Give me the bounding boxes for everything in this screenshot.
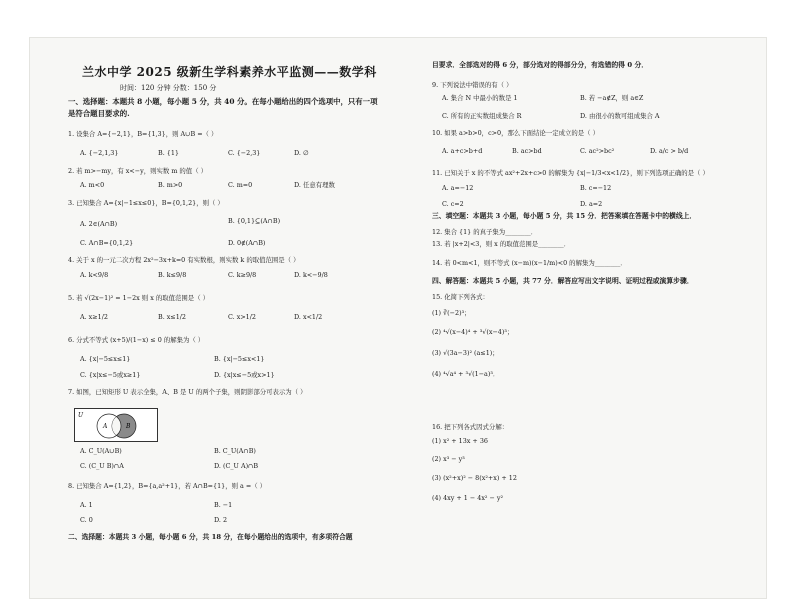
- q6-option-c: C. {x|x≤−5或x≥1}: [80, 371, 141, 379]
- section-3-title: 三、填空题：本题共 3 小题，每小题 5 分，共 15 分．把答案填在答题卡中的横线上．: [432, 212, 697, 220]
- q1-option-c: C. {−2,3}: [228, 149, 261, 157]
- question-13: 13. 若 |x+2|<3，则 x 的取值范围是________．: [432, 240, 571, 248]
- q3-option-c: C. A∩B={0,1,2}: [80, 239, 134, 247]
- question-1: 1. 设集合 A={−2,1}，B={1,3}，则 A∪B =（ ）: [68, 130, 218, 138]
- q1-option-d: D. ∅: [294, 149, 309, 157]
- question-6: 6. 分式不等式 (x+5)/(1−x) ≤ 0 的解集为（ ）: [68, 336, 205, 344]
- q2-option-c: C. m=0: [228, 181, 253, 189]
- section-2-title-cont: 目要求．全部选对的得 6 分，部分选对的得部分分，有选错的得 0 分．: [432, 61, 649, 69]
- q3-option-d: D. 0∉(A∩B): [228, 239, 266, 247]
- q5-option-a: A. x≥1/2: [80, 313, 108, 321]
- question-11: 11. 已知关于 x 的不等式 ax²+2x+c>0 的解集为 {x|−1/3<x<1/2}，则下列选项正确的是（ ）: [432, 169, 709, 177]
- q7-option-a: A. C_U(A∪B): [80, 447, 122, 455]
- question-7: 7. 如图，已知矩形 U 表示全集，A、B 是 U 的两个子集，则阴影部分可表示为（ ）: [68, 388, 307, 396]
- q2-option-d: D. 任意有理数: [294, 181, 335, 189]
- q15-item-3: (3) √(3a−3)² (a≤1)；: [432, 349, 499, 357]
- question-10: 10. 如果 a>b>0，c>0，那么下面结论一定成立的是（ ）: [432, 129, 599, 137]
- q11-option-d: D. a=2: [580, 200, 603, 208]
- exam-sheet: [30, 38, 766, 598]
- question-3: 3. 已知集合 A={x|−1≤x≤0}，B={0,1,2}，则（ ）: [68, 199, 224, 207]
- q8-option-d: D. 2: [214, 516, 228, 524]
- q8-option-a: A. 1: [80, 501, 93, 509]
- q6-option-a: A. {x|−5≤x≤1}: [80, 355, 131, 363]
- q1-option-a: A. {−2,1,3}: [80, 149, 119, 157]
- q8-option-b: B. −1: [214, 501, 233, 509]
- venn-diagram: [74, 408, 158, 442]
- q3-option-b: B. {0,1}⊆(A∩B): [228, 217, 281, 225]
- q10-option-b: B. ac>bd: [512, 147, 542, 155]
- q2-option-a: A. m<0: [80, 181, 105, 189]
- q2-option-b: B. m>0: [158, 181, 183, 189]
- q15-item-4: (4) ⁴√a⁴ + ³√(1−a)³．: [432, 370, 500, 378]
- q6-option-d: D. {x|x≤−5或x>1}: [214, 371, 275, 379]
- q4-option-d: D. k<−9/8: [294, 271, 328, 279]
- q10-option-c: C. ac²>bc²: [580, 147, 615, 155]
- q9-option-a: A. 集合 N 中最小的数是 1: [442, 94, 518, 102]
- section-4-title: 四、解答题：本题共 5 小题，共 77 分．解答应写出文字说明、证明过程或演算步骤．: [432, 277, 694, 285]
- section-1-title: 一、选择题：本题共 8 小题，每小题 5 分，共 40 分。在每小题给出的四个选项中，只有一项: [68, 97, 378, 106]
- question-2: 2. 若 m>−my，有 x<−y，则实数 m 的值（ ）: [68, 167, 208, 175]
- venn-label-a: A: [103, 423, 108, 430]
- question-9: 9. 下列说法中错误的有（ ）: [432, 81, 513, 89]
- q7-option-c: C. (C_U B)∩A: [80, 462, 124, 470]
- q5-option-d: D. x<1/2: [294, 313, 323, 321]
- q8-option-c: C. 0: [80, 516, 93, 524]
- question-16: 16. 把下列各式因式分解：: [432, 423, 509, 431]
- q4-option-b: B. k≤9/8: [158, 271, 187, 279]
- q15-item-1: (1) ∛(−2)³；: [432, 309, 471, 317]
- q9-option-c: C. 所有的正实数组成集合 R: [442, 112, 522, 120]
- section-1-title-cont: 是符合题目要求的.: [68, 109, 130, 118]
- venn-label-b: B: [126, 423, 131, 430]
- question-5: 5. 若 √(2x−1)² = 1−2x 则 x 的取值范围是（ ）: [68, 294, 210, 302]
- question-12: 12. 集合 {1} 的真子集为________．: [432, 228, 538, 236]
- question-4: 4. 关于 x 的一元二次方程 2x²−3x+k=0 有实数根，则实数 k 的取值范围是（ ）: [68, 256, 300, 264]
- q5-option-c: C. x>1/2: [228, 313, 256, 321]
- q16-item-2: (2) x³ − y³: [432, 455, 465, 463]
- q3-option-a: A. 2∈(A∩B): [80, 220, 118, 228]
- q10-option-d: D. a/c > b/d: [650, 147, 689, 155]
- q5-option-b: B. x≤1/2: [158, 313, 187, 321]
- q15-item-2: (2) ⁴√(x−4)⁴ + ³√(x−4)³；: [432, 328, 514, 336]
- exam-meta: 时间：120 分钟 分数：150 分: [120, 84, 217, 92]
- section-2-title: 二、选择题：本题共 3 小题，每小题 6 分，共 18 分，在每小题给出的选项中，有多项符合题: [68, 533, 353, 541]
- page-title: 兰水中学 2025 级新生学科素养水平监测——数学科: [82, 65, 377, 79]
- q9-option-d: D. 由很小的数可组成集合 A: [580, 112, 660, 120]
- q6-option-b: B. {x|−5≤x<1}: [214, 355, 265, 363]
- q4-option-a: A. k<9/8: [80, 271, 109, 279]
- question-15: 15. 化简下列各式：: [432, 293, 489, 301]
- q4-option-c: C. k≥9/8: [228, 271, 257, 279]
- q10-option-a: A. a+c>b+d: [442, 147, 483, 155]
- q1-option-b: B. {1}: [158, 149, 179, 157]
- q16-item-3: (3) (x²+x)² − 8(x²+x) + 12: [432, 474, 517, 482]
- q11-option-b: B. c=−12: [580, 184, 612, 192]
- q9-option-b: B. 若 −a∉Z，则 a∈Z: [580, 94, 644, 102]
- q11-option-a: A. a=−12: [442, 184, 474, 192]
- q11-option-c: C. c=2: [442, 200, 464, 208]
- q16-item-1: (1) x² + 13x + 36: [432, 437, 488, 445]
- q16-item-4: (4) 4xy + 1 − 4x² − y²: [432, 494, 504, 502]
- q7-option-d: D. (C_U A)∩B: [214, 462, 259, 470]
- venn-label-u: U: [78, 412, 84, 419]
- question-14: 14. 若 0<m<1，则不等式 (x−m)(x−1/m)<0 的解集为________．: [432, 259, 627, 267]
- question-8: 8. 已知集合 A={1,2}，B={a,a²+1}，若 A∩B={1}，则 a =（ ）: [68, 482, 267, 490]
- q7-option-b: B. C_U(A∩B): [214, 447, 256, 455]
